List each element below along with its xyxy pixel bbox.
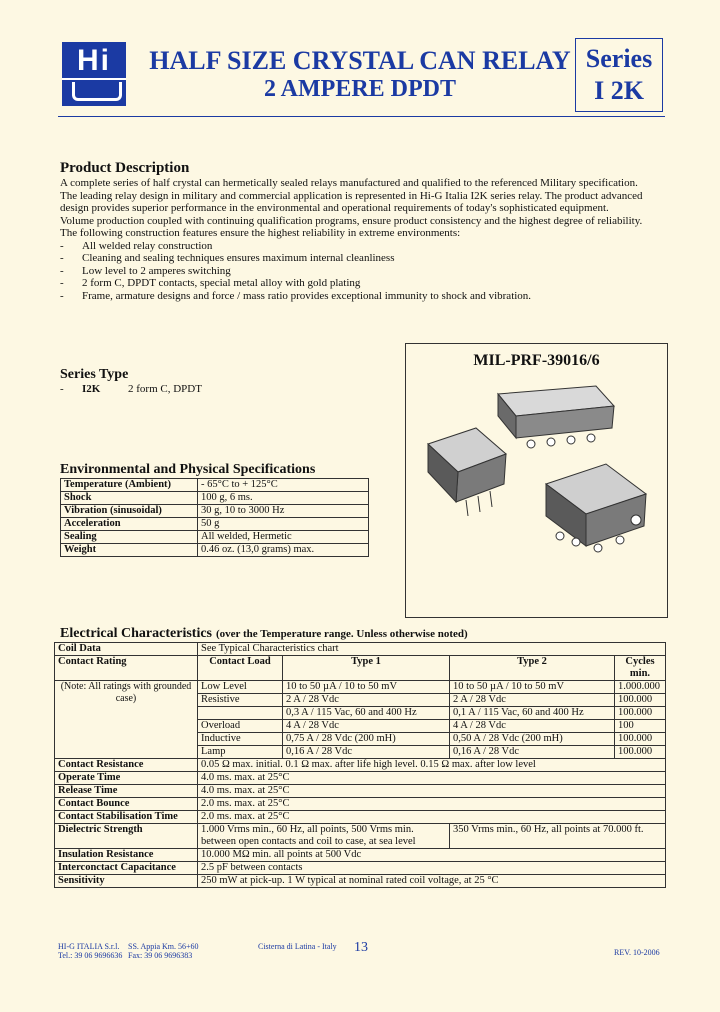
rating-load: Lamp [198, 746, 283, 759]
table-row [61, 518, 369, 531]
table-row [55, 759, 666, 772]
table-row [55, 811, 666, 824]
logo-divider [62, 78, 126, 80]
table-row [61, 544, 369, 557]
spec-value: 4.0 ms. max. at 25°C [198, 785, 666, 798]
table-row [55, 785, 666, 798]
rating-cycles: 1.000.000 [615, 681, 666, 694]
page-number: 13 [354, 940, 368, 955]
title-line1: HALF SIZE CRYSTAL CAN RELAY [149, 46, 571, 75]
bullet-5: - Frame, armature designs and force / mass ratio provides exceptional immunity to shock and vibration. [60, 289, 532, 302]
rating-type2: 4 A / 28 Vdc [450, 720, 615, 733]
product-heading: Product Description [60, 160, 190, 176]
series-type-heading: Series Type [60, 367, 129, 382]
env-value: 0.46 oz. (13,0 grams) max. [198, 544, 369, 557]
footer-city: Cisterna di Latina - Italy [258, 942, 337, 951]
rating-type1: 0,3 A / 115 Vac, 60 and 400 Hz [283, 707, 450, 720]
rating-load: Low Level [198, 681, 283, 694]
elec-table [54, 642, 666, 888]
spec-value: 250 mW at pick-up. 1 W typical at nominal rated coil voltage, at 25 °C [198, 875, 666, 888]
series-code: I2K [82, 383, 101, 395]
spec-value: 4.0 ms. max. at 25°C [198, 772, 666, 785]
rating-type2: 0,16 A / 28 Vdc [450, 746, 615, 759]
spec-label: Operate Time [55, 772, 198, 785]
product-description [60, 160, 665, 302]
footer-address-block [128, 942, 199, 960]
coil-label: Coil Data [55, 643, 198, 656]
relay-left [428, 428, 506, 516]
bullet-text: Frame, armature designs and force / mass ratio provides exceptional immunity to shock and vibration. [82, 289, 532, 302]
series-label: Series [585, 44, 653, 73]
footer-fax: Fax: 39 06 9696383 [128, 951, 193, 960]
dielectric-sea-level: 1.000 Vrms min., 60 Hz, all points, 500 Vrms min. between open contacts and coil to case, at sea level [198, 824, 450, 849]
rating-cycles: 100.000 [615, 707, 666, 720]
footer-revision: REV. 10-2006 [614, 948, 660, 957]
rating-type2: 10 to 50 µA / 10 to 50 mV [450, 681, 615, 694]
table-row [55, 656, 666, 681]
logo-text: Hi [77, 44, 111, 77]
bullet-text: Low level to 2 amperes switching [82, 264, 231, 277]
env-label: Temperature (Ambient) [61, 479, 198, 492]
bullet-4: - 2 form C, DPDT contacts, special metal alloy with gold plating [60, 277, 361, 289]
rating-type1: 0,16 A / 28 Vdc [283, 746, 450, 759]
bullet-text: 2 form C, DPDT contacts, special metal alloy with gold plating [82, 277, 361, 289]
rating-type2: 0,50 A / 28 Vdc (200 mH) [450, 733, 615, 746]
spec-value: 10.000 MΩ min. all points at 500 Vdc [198, 849, 666, 862]
table-row [61, 492, 369, 505]
spec-label: Release Time [55, 785, 198, 798]
header-divider [58, 116, 665, 117]
series-type-section [60, 367, 360, 396]
hi-g-logo [62, 42, 126, 106]
rating-label: Contact Rating [55, 656, 198, 681]
relay-right [546, 464, 646, 552]
footer-company-block [58, 942, 122, 960]
bullet-2: - Cleaning and sealing techniques ensures maximum internal cleanliness [60, 252, 395, 264]
footer-tel: Tel.: 39 06 9696636 [58, 951, 123, 960]
product-para-2: The leading relay design in military and commercial application is represented in Hi-G Italia I2K series relay. The product advanced design provides superior performance in the environmental and operational requirements of today's sophisticated equipment. [60, 189, 643, 214]
rating-type1: 4 A / 28 Vdc [283, 720, 450, 733]
table-row [61, 531, 369, 544]
spec-label: Interconctact Capacitance [55, 862, 198, 875]
rating-type1: 2 A / 28 Vdc [283, 694, 450, 707]
spec-label: Contact Bounce [55, 798, 198, 811]
elec-heading: Electrical Characteristics [60, 626, 212, 641]
table-row [61, 505, 369, 518]
header-type1: Type 1 [283, 656, 450, 681]
series-value: I 2K [594, 76, 644, 105]
product-para-3: Volume production coupled with continuing qualification programs, ensure product consistency and the highest degree of reliability. [60, 214, 643, 227]
spec-value: 2.5 pF between contacts [198, 862, 666, 875]
bullet-3: - Low level to 2 amperes switching [60, 264, 231, 277]
rating-note: (Note: All ratings with grounded case) [55, 681, 198, 759]
product-para-4: The following construction features ensure the highest reliability in extreme environments: [60, 227, 461, 239]
spec-label: Sensitivity [55, 875, 198, 888]
table-row [61, 479, 369, 492]
env-value: 100 g, 6 ms. [198, 492, 369, 505]
dielectric-label: Dielectric Strength [55, 824, 198, 849]
rating-load: Inductive [198, 733, 283, 746]
rating-type2: 0,1 A / 115 Vac, 60 and 400 Hz [450, 707, 615, 720]
relay-illustration [406, 344, 667, 617]
table-row [55, 772, 666, 785]
spec-label: Contact Stabilisation Time [55, 811, 198, 824]
env-label: Weight [61, 544, 198, 557]
rating-load: Resistive [198, 694, 283, 707]
rating-cycles: 100.000 [615, 733, 666, 746]
rating-type2: 2 A / 28 Vdc [450, 694, 615, 707]
rating-load: Overload [198, 720, 283, 733]
mil-spec-label: MIL-PRF-39016/6 [473, 352, 600, 369]
env-section [60, 462, 380, 557]
env-value: 50 g [198, 518, 369, 531]
table-row [55, 875, 666, 888]
mil-spec-box [405, 343, 668, 618]
table-row [55, 681, 666, 694]
env-label: Sealing [61, 531, 198, 544]
spec-label: Insulation Resistance [55, 849, 198, 862]
rating-load [198, 707, 283, 720]
title-line2: 2 AMPERE DPDT [264, 76, 456, 102]
relay-top [498, 386, 614, 448]
dielectric-altitude: 350 Vrms min., 60 Hz, all points at 70.000 ft. [450, 824, 666, 849]
rating-type1: 0,75 A / 28 Vdc (200 mH) [283, 733, 450, 746]
spec-label: Contact Resistance [55, 759, 198, 772]
table-row [55, 862, 666, 875]
env-table [60, 478, 369, 557]
product-para-1: A complete series of half crystal can hermetically sealed relays manufactured and qualified to the referenced Military specification. [60, 177, 638, 189]
series-box [575, 38, 663, 112]
spec-value: 0.05 Ω max. initial. 0.1 Ω max. after life high level. 0.15 Ω max. after low level [198, 759, 666, 772]
rating-cycles: 100.000 [615, 746, 666, 759]
rating-type1: 10 to 50 µA / 10 to 50 mV [283, 681, 450, 694]
elec-section [54, 624, 666, 888]
bullet-text: Cleaning and sealing techniques ensures maximum internal cleanliness [82, 252, 395, 264]
rating-cycles: 100.000 [615, 694, 666, 707]
env-label: Acceleration [61, 518, 198, 531]
env-value: All welded, Hermetic [198, 531, 369, 544]
env-label: Vibration (sinusoidal) [61, 505, 198, 518]
footer-address: SS. Appia Km. 56+60 [128, 942, 199, 951]
logo-g-shape [72, 82, 122, 101]
series-type-row [60, 383, 360, 396]
header-cycles: Cycles min. [615, 656, 666, 681]
env-value: 30 g, 10 to 3000 Hz [198, 505, 369, 518]
bullet-1: - All welded relay construction [60, 239, 213, 252]
table-row [55, 798, 666, 811]
env-value: - 65°C to + 125°C [198, 479, 369, 492]
env-label: Shock [61, 492, 198, 505]
header-type2: Type 2 [450, 656, 615, 681]
coil-value: See Typical Characteristics chart [198, 643, 666, 656]
table-row [55, 824, 666, 849]
spec-value: 2.0 ms. max. at 25°C [198, 811, 666, 824]
spec-value: 2.0 ms. max. at 25°C [198, 798, 666, 811]
env-heading: Environmental and Physical Specifications [60, 462, 316, 477]
series-desc: 2 form C, DPDT [128, 383, 202, 395]
header-load: Contact Load [198, 656, 283, 681]
rating-cycles: 100 [615, 720, 666, 733]
table-row [55, 643, 666, 656]
bullet-text: All welded relay construction [82, 239, 213, 252]
footer-company: HI-G ITALIA S.r.l. [58, 942, 120, 951]
elec-subheading: (over the Temperature range. Unless otherwise noted) [216, 628, 468, 640]
table-row [55, 849, 666, 862]
series-type-dash: - [60, 383, 64, 395]
